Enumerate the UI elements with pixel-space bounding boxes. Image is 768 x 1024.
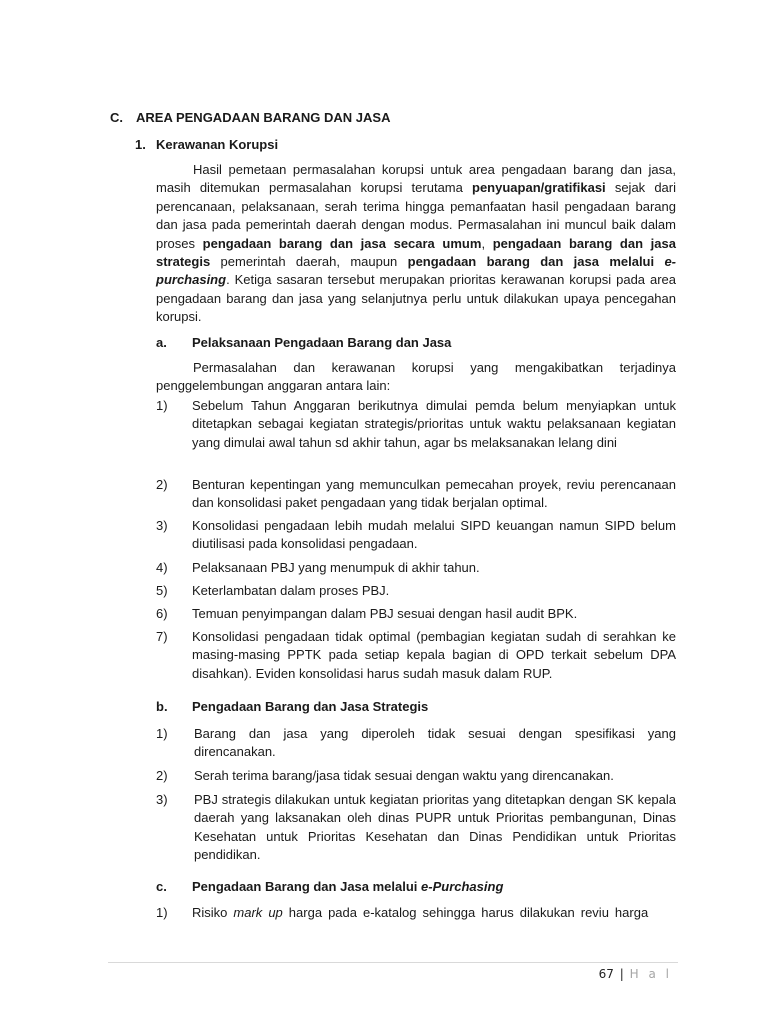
footer-separator: | [619, 967, 624, 981]
list-item: Barang dan jasa yang diperoleh tidak sesuai dengan spesifikasi yang direncanakan. [194, 726, 676, 760]
part-a-intro: Permasalahan dan kerawanan korupsi yang mengakibatkan terjadinya penggelembungan anggaran antara lain: [156, 360, 676, 394]
list-item: Sebelum Tahun Anggaran berikutnya dimulai pemda belum menyiapkan untuk ditetapkan sebagai kegiatan strategis/prioritas untuk waktu pelaksanaan kegiatan yang dimulai awal tahun sd akhir tahun, agar bs melaksanakan lelang dini [192, 398, 676, 450]
subsection-number: 1. [135, 137, 146, 152]
list-item: Temuan penyimpangan dalam PBJ sesuai dengan hasil audit BPK. [192, 606, 578, 621]
list-item-number: 7) [156, 629, 168, 644]
page-number: 67 [598, 967, 614, 981]
part-c-title: Pengadaan Barang dan Jasa melalui e-Purchasing [192, 879, 504, 894]
footer-label: H a l [629, 967, 672, 981]
list-item-number: 1) [156, 726, 168, 741]
list-item-number: 1) [156, 398, 168, 413]
list-item-number: 2) [156, 768, 168, 783]
intro-paragraph: Hasil pemetaan permasalahan korupsi untuk area pengadaan barang dan jasa, masih ditemukan permasalahan korupsi terutama penyuapan/gratifikasi sejak dari perencanaan, pelaksanaan, serah terima hingga pemanfaatan hasil pengadaan barang dan jasa pada pemerintah daerah dengan modus. Permasalahan ini muncul baik dalam proses pengadaan barang dan jasa secara umum, pengadaan barang dan jasa strategis pemerintah daerah, maupun pengadaan barang dan jasa melalui e-purchasing. Ketiga sasaran tersebut merupakan prioritas kerawanan korupsi pada area pengadaan barang dan jasa yang selanjutnya perlu untuk dilakukan upaya pencegahan korupsi. [156, 162, 677, 325]
list-item-number: 2) [156, 477, 168, 492]
subsection-title: Kerawanan Korupsi [156, 137, 279, 152]
list-item-number: 6) [156, 606, 168, 621]
part-a-letter: a. [156, 335, 167, 350]
part-c-letter: c. [156, 879, 167, 894]
part-b-title: Pengadaan Barang dan Jasa Strategis [192, 699, 429, 714]
list-item: PBJ strategis dilakukan untuk kegiatan prioritas yang ditetapkan dengan SK kepala daerah yang laksanakan oleh dinas PUPR untuk Prioritas pembangunan, Dinas Kesehatan untuk Prioritas Kesehatan dan Dinas Pendidikan untuk Prioritas pendidikan. [194, 792, 676, 863]
list-item-number: 1) [156, 905, 168, 920]
list-item-number: 3) [156, 518, 168, 533]
list-item: Keterlambatan dalam proses PBJ. [192, 583, 390, 598]
list-item: Konsolidasi pengadaan tidak optimal (pembagian kegiatan sudah di serahkan ke masing-masing PPTK pada setiap kepala bagian di OPD terkait sebelum DPA disahkan). Eviden konsolidasi harus sudah masuk dalam RUP. [192, 629, 676, 681]
list-item-number: 3) [156, 792, 168, 807]
list-item: Risiko mark up harga pada e-katalog sehingga harus dilakukan reviu harga [192, 905, 649, 920]
list-item: Konsolidasi pengadaan lebih mudah melalui SIPD keuangan namun SIPD belum diutilisasi pada konsolidasi pengadaan. [192, 518, 676, 552]
list-item: Pelaksanaan PBJ yang menumpuk di akhir tahun. [192, 560, 480, 575]
section-letter: C. [110, 110, 123, 125]
list-item: Serah terima barang/jasa tidak sesuai dengan waktu yang direncanakan. [194, 768, 614, 783]
part-a-title: Pelaksanaan Pengadaan Barang dan Jasa [192, 335, 452, 350]
page-footer [599, 966, 672, 982]
list-item-number: 4) [156, 560, 168, 575]
footer-divider [108, 962, 678, 963]
list-item-number: 5) [156, 583, 168, 598]
part-b-letter: b. [156, 699, 168, 714]
list-item: Benturan kepentingan yang memunculkan pemecahan proyek, reviu perencanaan dan konsolidasi paket pengadaan yang tidak berjalan optimal. [192, 477, 676, 511]
section-title: AREA PENGADAAN BARANG DAN JASA [136, 110, 391, 125]
